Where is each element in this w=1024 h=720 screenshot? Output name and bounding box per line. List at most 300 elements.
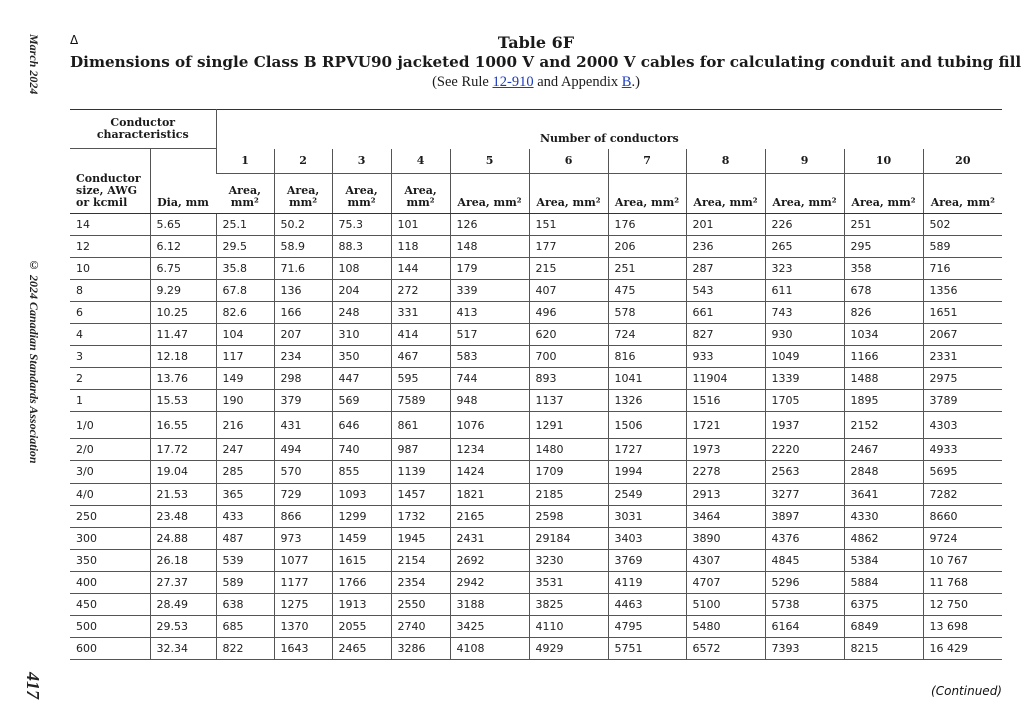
area-cell: 3890 [686, 527, 765, 549]
area-cell: 88.3 [332, 235, 391, 257]
area-cell: 1370 [274, 616, 332, 638]
area-cell: 13 698 [923, 616, 1002, 638]
area-cell: 3286 [391, 638, 450, 660]
area-header: Area, mm² [216, 173, 274, 213]
table-row [70, 549, 1002, 571]
area-cell: 201 [686, 213, 765, 235]
area-cell: 2165 [450, 505, 529, 527]
area-cell: 1076 [450, 412, 529, 439]
conductor-count-header: 5 [450, 149, 529, 174]
area-cell: 1041 [608, 368, 686, 390]
area-cell: 2740 [391, 616, 450, 638]
conductor-size-cell: 500 [70, 616, 150, 638]
area-cell: 310 [332, 323, 391, 345]
area-cell: 948 [450, 390, 529, 412]
area-cell: 226 [765, 213, 844, 235]
area-cell: 204 [332, 279, 391, 301]
area-cell: 4795 [608, 616, 686, 638]
area-cell: 1895 [844, 390, 923, 412]
area-cell: 6849 [844, 616, 923, 638]
area-cell: 2185 [529, 483, 608, 505]
area-cell: 35.8 [216, 257, 274, 279]
area-cell: 4376 [765, 527, 844, 549]
diameter-cell: 6.12 [150, 235, 216, 257]
area-cell: 1291 [529, 412, 608, 439]
area-cell: 323 [765, 257, 844, 279]
area-cell: 744 [450, 368, 529, 390]
area-cell: 177 [529, 235, 608, 257]
area-cell: 118 [391, 235, 450, 257]
area-cell: 251 [844, 213, 923, 235]
area-cell: 3825 [529, 594, 608, 616]
area-cell: 3464 [686, 505, 765, 527]
table-row [70, 483, 1002, 505]
area-header: Area, mm² [529, 173, 608, 213]
conductor-size-cell: 1/0 [70, 412, 150, 439]
area-cell: 2067 [923, 323, 1002, 345]
area-cell: 6375 [844, 594, 923, 616]
area-cell: 126 [450, 213, 529, 235]
conductor-characteristics-header: Conductor characteristics [70, 110, 216, 149]
area-cell: 4707 [686, 571, 765, 593]
area-cell: 1077 [274, 549, 332, 571]
diameter-cell: 9.29 [150, 279, 216, 301]
area-cell: 816 [608, 346, 686, 368]
area-cell: 620 [529, 323, 608, 345]
area-cell: 1459 [332, 527, 391, 549]
area-cell: 2598 [529, 505, 608, 527]
area-cell: 638 [216, 594, 274, 616]
area-cell: 678 [844, 279, 923, 301]
area-cell: 1721 [686, 412, 765, 439]
diameter-cell: 15.53 [150, 390, 216, 412]
area-cell: 1766 [332, 571, 391, 593]
table-row [70, 638, 1002, 660]
diameter-cell: 32.34 [150, 638, 216, 660]
area-cell: 298 [274, 368, 332, 390]
conductor-size-cell: 10 [70, 257, 150, 279]
area-cell: 1457 [391, 483, 450, 505]
area-cell: 973 [274, 527, 332, 549]
diameter-cell: 16.55 [150, 412, 216, 439]
area-cell: 5100 [686, 594, 765, 616]
area-cell: 9724 [923, 527, 1002, 549]
area-cell: 295 [844, 235, 923, 257]
area-cell: 4463 [608, 594, 686, 616]
area-cell: 6164 [765, 616, 844, 638]
area-cell: 236 [686, 235, 765, 257]
area-cell: 740 [332, 439, 391, 461]
area-cell: 1732 [391, 505, 450, 527]
diameter-cell: 21.53 [150, 483, 216, 505]
conductor-size-cell: 6 [70, 301, 150, 323]
diameter-cell: 23.48 [150, 505, 216, 527]
area-cell: 685 [216, 616, 274, 638]
table-row [70, 301, 1002, 323]
area-cell: 1166 [844, 346, 923, 368]
area-cell: 1049 [765, 346, 844, 368]
table-row [70, 368, 1002, 390]
area-cell: 431 [274, 412, 332, 439]
area-cell: 517 [450, 323, 529, 345]
area-cell: 2942 [450, 571, 529, 593]
area-cell: 7589 [391, 390, 450, 412]
area-cell: 331 [391, 301, 450, 323]
area-cell: 136 [274, 279, 332, 301]
area-cell: 1651 [923, 301, 1002, 323]
conductor-size-cell: 350 [70, 549, 150, 571]
area-header: Area, mm² [844, 173, 923, 213]
area-cell: 29.5 [216, 235, 274, 257]
area-cell: 101 [391, 213, 450, 235]
area-cell: 1945 [391, 527, 450, 549]
area-cell: 1480 [529, 439, 608, 461]
area-cell: 5695 [923, 461, 1002, 483]
area-cell: 866 [274, 505, 332, 527]
area-cell: 272 [391, 279, 450, 301]
area-cell: 104 [216, 323, 274, 345]
area-cell: 539 [216, 549, 274, 571]
area-cell: 11 768 [923, 571, 1002, 593]
see-suffix: .) [631, 74, 640, 90]
area-cell: 2692 [450, 549, 529, 571]
table-row [70, 323, 1002, 345]
area-cell: 287 [686, 257, 765, 279]
area-cell: 1339 [765, 368, 844, 390]
area-cell: 4108 [450, 638, 529, 660]
conductor-count-header: 8 [686, 149, 765, 174]
diameter-cell: 6.75 [150, 257, 216, 279]
area-cell: 67.8 [216, 279, 274, 301]
area-cell: 2354 [391, 571, 450, 593]
area-cell: 2467 [844, 439, 923, 461]
area-cell: 234 [274, 346, 332, 368]
area-cell: 3277 [765, 483, 844, 505]
area-cell: 215 [529, 257, 608, 279]
area-cell: 339 [450, 279, 529, 301]
see-prefix: (See Rule [432, 74, 493, 90]
table-row [70, 616, 1002, 638]
area-header: Area, mm² [923, 173, 1002, 213]
area-cell: 3531 [529, 571, 608, 593]
conductor-size-cell: 600 [70, 638, 150, 660]
area-header: Area, mm² [391, 173, 450, 213]
area-header: Area, mm² [686, 173, 765, 213]
area-cell: 4110 [529, 616, 608, 638]
area-cell: 1516 [686, 390, 765, 412]
area-cell: 2152 [844, 412, 923, 439]
conductor-count-header: 3 [332, 149, 391, 174]
area-cell: 1506 [608, 412, 686, 439]
area-cell: 2278 [686, 461, 765, 483]
area-cell: 1727 [608, 439, 686, 461]
area-cell: 1424 [450, 461, 529, 483]
see-rule-line [70, 72, 1002, 92]
area-cell: 578 [608, 301, 686, 323]
table-row [70, 390, 1002, 412]
area-cell: 1643 [274, 638, 332, 660]
area-cell: 661 [686, 301, 765, 323]
area-cell: 1973 [686, 439, 765, 461]
area-cell: 166 [274, 301, 332, 323]
area-cell: 3425 [450, 616, 529, 638]
table-row [70, 505, 1002, 527]
conductor-size-cell: 450 [70, 594, 150, 616]
conductor-size-cell: 3 [70, 346, 150, 368]
area-cell: 1488 [844, 368, 923, 390]
area-cell: 3230 [529, 549, 608, 571]
area-header: Area, mm² [274, 173, 332, 213]
area-cell: 3897 [765, 505, 844, 527]
area-header: Area, mm² [608, 173, 686, 213]
table-row [70, 346, 1002, 368]
diameter-cell: 24.88 [150, 527, 216, 549]
page-number: 417 [23, 672, 43, 699]
conductor-count-header: 4 [391, 149, 450, 174]
table-row [70, 257, 1002, 279]
area-cell: 407 [529, 279, 608, 301]
table-row [70, 412, 1002, 439]
conductor-size-cell: 250 [70, 505, 150, 527]
area-cell: 987 [391, 439, 450, 461]
area-cell: 1139 [391, 461, 450, 483]
conductor-count-header: 9 [765, 149, 844, 174]
table-row [70, 571, 1002, 593]
area-cell: 589 [923, 235, 1002, 257]
area-cell: 8215 [844, 638, 923, 660]
area-cell: 10 767 [923, 549, 1002, 571]
area-cell: 5738 [765, 594, 844, 616]
area-cell: 487 [216, 527, 274, 549]
area-cell: 29184 [529, 527, 608, 549]
area-cell: 144 [391, 257, 450, 279]
area-cell: 1937 [765, 412, 844, 439]
area-cell: 1705 [765, 390, 844, 412]
conductor-size-header: Conductor size, AWG or kcmil [70, 149, 150, 214]
area-cell: 414 [391, 323, 450, 345]
area-cell: 611 [765, 279, 844, 301]
area-cell: 589 [216, 571, 274, 593]
area-cell: 827 [686, 323, 765, 345]
area-cell: 2154 [391, 549, 450, 571]
diameter-cell: 5.65 [150, 213, 216, 235]
conductor-count-header: 6 [529, 149, 608, 174]
area-cell: 3031 [608, 505, 686, 527]
area-cell: 82.6 [216, 301, 274, 323]
area-cell: 2220 [765, 439, 844, 461]
area-cell: 1615 [332, 549, 391, 571]
area-cell: 176 [608, 213, 686, 235]
margin-copyright: © 2024 Canadian Standards Association [27, 258, 41, 464]
area-cell: 5751 [608, 638, 686, 660]
area-cell: 108 [332, 257, 391, 279]
area-header: Area, mm² [765, 173, 844, 213]
area-cell: 3641 [844, 483, 923, 505]
table-row [70, 235, 1002, 257]
area-cell: 1137 [529, 390, 608, 412]
area-cell: 2055 [332, 616, 391, 638]
table-row [70, 594, 1002, 616]
diameter-cell: 27.37 [150, 571, 216, 593]
table-title: Table 6F [497, 33, 575, 52]
conductor-size-cell: 4/0 [70, 483, 150, 505]
revision-delta-icon: Δ [70, 33, 79, 47]
conductor-size-cell: 14 [70, 213, 150, 235]
table-row [70, 439, 1002, 461]
area-cell: 365 [216, 483, 274, 505]
area-cell: 494 [274, 439, 332, 461]
diameter-cell: 12.18 [150, 346, 216, 368]
area-cell: 1709 [529, 461, 608, 483]
area-cell: 350 [332, 346, 391, 368]
area-cell: 285 [216, 461, 274, 483]
area-cell: 646 [332, 412, 391, 439]
area-cell: 724 [608, 323, 686, 345]
area-cell: 2848 [844, 461, 923, 483]
diameter-cell: 19.04 [150, 461, 216, 483]
area-cell: 1356 [923, 279, 1002, 301]
table-row [70, 279, 1002, 301]
area-cell: 149 [216, 368, 274, 390]
conductor-size-cell: 8 [70, 279, 150, 301]
area-cell: 251 [608, 257, 686, 279]
diameter-cell: 28.49 [150, 594, 216, 616]
area-cell: 4307 [686, 549, 765, 571]
area-cell: 4933 [923, 439, 1002, 461]
area-cell: 265 [765, 235, 844, 257]
diameter-cell: 11.47 [150, 323, 216, 345]
area-cell: 190 [216, 390, 274, 412]
diameter-cell: 26.18 [150, 549, 216, 571]
diameter-cell: 13.76 [150, 368, 216, 390]
conductor-size-cell: 2 [70, 368, 150, 390]
area-cell: 1299 [332, 505, 391, 527]
area-cell: 12 750 [923, 594, 1002, 616]
area-cell: 151 [529, 213, 608, 235]
area-cell: 7393 [765, 638, 844, 660]
area-cell: 179 [450, 257, 529, 279]
conductor-size-cell: 300 [70, 527, 150, 549]
area-cell: 1177 [274, 571, 332, 593]
table-header [70, 33, 1022, 92]
area-cell: 2563 [765, 461, 844, 483]
area-cell: 467 [391, 346, 450, 368]
area-cell: 16 429 [923, 638, 1002, 660]
diameter-header: Dia, mm [150, 149, 216, 214]
area-cell: 2975 [923, 368, 1002, 390]
area-cell: 930 [765, 323, 844, 345]
area-cell: 4330 [844, 505, 923, 527]
area-cell: 379 [274, 390, 332, 412]
area-cell: 5296 [765, 571, 844, 593]
area-cell: 1034 [844, 323, 923, 345]
area-cell: 2550 [391, 594, 450, 616]
margin-date: March 2024 [27, 34, 41, 95]
area-header: Area, mm² [450, 173, 529, 213]
area-cell: 206 [608, 235, 686, 257]
area-cell: 861 [391, 412, 450, 439]
area-cell: 700 [529, 346, 608, 368]
area-cell: 496 [529, 301, 608, 323]
area-cell: 3769 [608, 549, 686, 571]
table-subtitle: Dimensions of single Class B RPVU90 jacketed 1000 V and 2000 V cables for calculating conduit and tubing fill [70, 53, 1022, 71]
conductor-count-header: 20 [923, 149, 1002, 174]
area-cell: 1994 [608, 461, 686, 483]
area-cell: 502 [923, 213, 1002, 235]
area-cell: 5884 [844, 571, 923, 593]
area-cell: 71.6 [274, 257, 332, 279]
area-cell: 583 [450, 346, 529, 368]
area-cell: 25.1 [216, 213, 274, 235]
table-row [70, 461, 1002, 483]
area-cell: 1093 [332, 483, 391, 505]
conductor-size-cell: 400 [70, 571, 150, 593]
area-cell: 716 [923, 257, 1002, 279]
area-cell: 475 [608, 279, 686, 301]
conductor-size-cell: 2/0 [70, 439, 150, 461]
area-cell: 358 [844, 257, 923, 279]
area-cell: 2431 [450, 527, 529, 549]
area-cell: 2465 [332, 638, 391, 660]
number-of-conductors-header: Number of conductors [216, 110, 1002, 149]
area-cell: 4845 [765, 549, 844, 571]
area-cell: 433 [216, 505, 274, 527]
area-cell: 207 [274, 323, 332, 345]
area-cell: 4119 [608, 571, 686, 593]
area-cell: 8660 [923, 505, 1002, 527]
area-cell: 4303 [923, 412, 1002, 439]
area-cell: 4862 [844, 527, 923, 549]
area-cell: 3789 [923, 390, 1002, 412]
area-cell: 933 [686, 346, 765, 368]
conductor-size-cell: 3/0 [70, 461, 150, 483]
area-cell: 1821 [450, 483, 529, 505]
area-cell: 248 [332, 301, 391, 323]
area-cell: 247 [216, 439, 274, 461]
area-cell: 855 [332, 461, 391, 483]
area-cell: 3188 [450, 594, 529, 616]
conductor-count-header: 7 [608, 149, 686, 174]
table-row [70, 527, 1002, 549]
area-header: Area, mm² [332, 173, 391, 213]
area-cell: 58.9 [274, 235, 332, 257]
area-cell: 75.3 [332, 213, 391, 235]
dimensions-table [70, 109, 1002, 660]
area-cell: 148 [450, 235, 529, 257]
area-cell: 2549 [608, 483, 686, 505]
rule-12-910-link[interactable]: 12-910 [492, 74, 534, 90]
conductor-count-header: 2 [274, 149, 332, 174]
area-cell: 595 [391, 368, 450, 390]
conductor-count-header: 10 [844, 149, 923, 174]
area-cell: 543 [686, 279, 765, 301]
area-cell: 2913 [686, 483, 765, 505]
area-cell: 1326 [608, 390, 686, 412]
conductor-count-header: 1 [216, 149, 274, 174]
area-cell: 729 [274, 483, 332, 505]
conductor-size-cell: 4 [70, 323, 150, 345]
area-cell: 893 [529, 368, 608, 390]
area-cell: 5480 [686, 616, 765, 638]
area-cell: 50.2 [274, 213, 332, 235]
area-cell: 822 [216, 638, 274, 660]
dimensions-table-container [70, 109, 1002, 660]
area-cell: 413 [450, 301, 529, 323]
area-cell: 5384 [844, 549, 923, 571]
appendix-b-link[interactable]: B [621, 74, 632, 90]
area-cell: 2331 [923, 346, 1002, 368]
conductor-size-cell: 1 [70, 390, 150, 412]
